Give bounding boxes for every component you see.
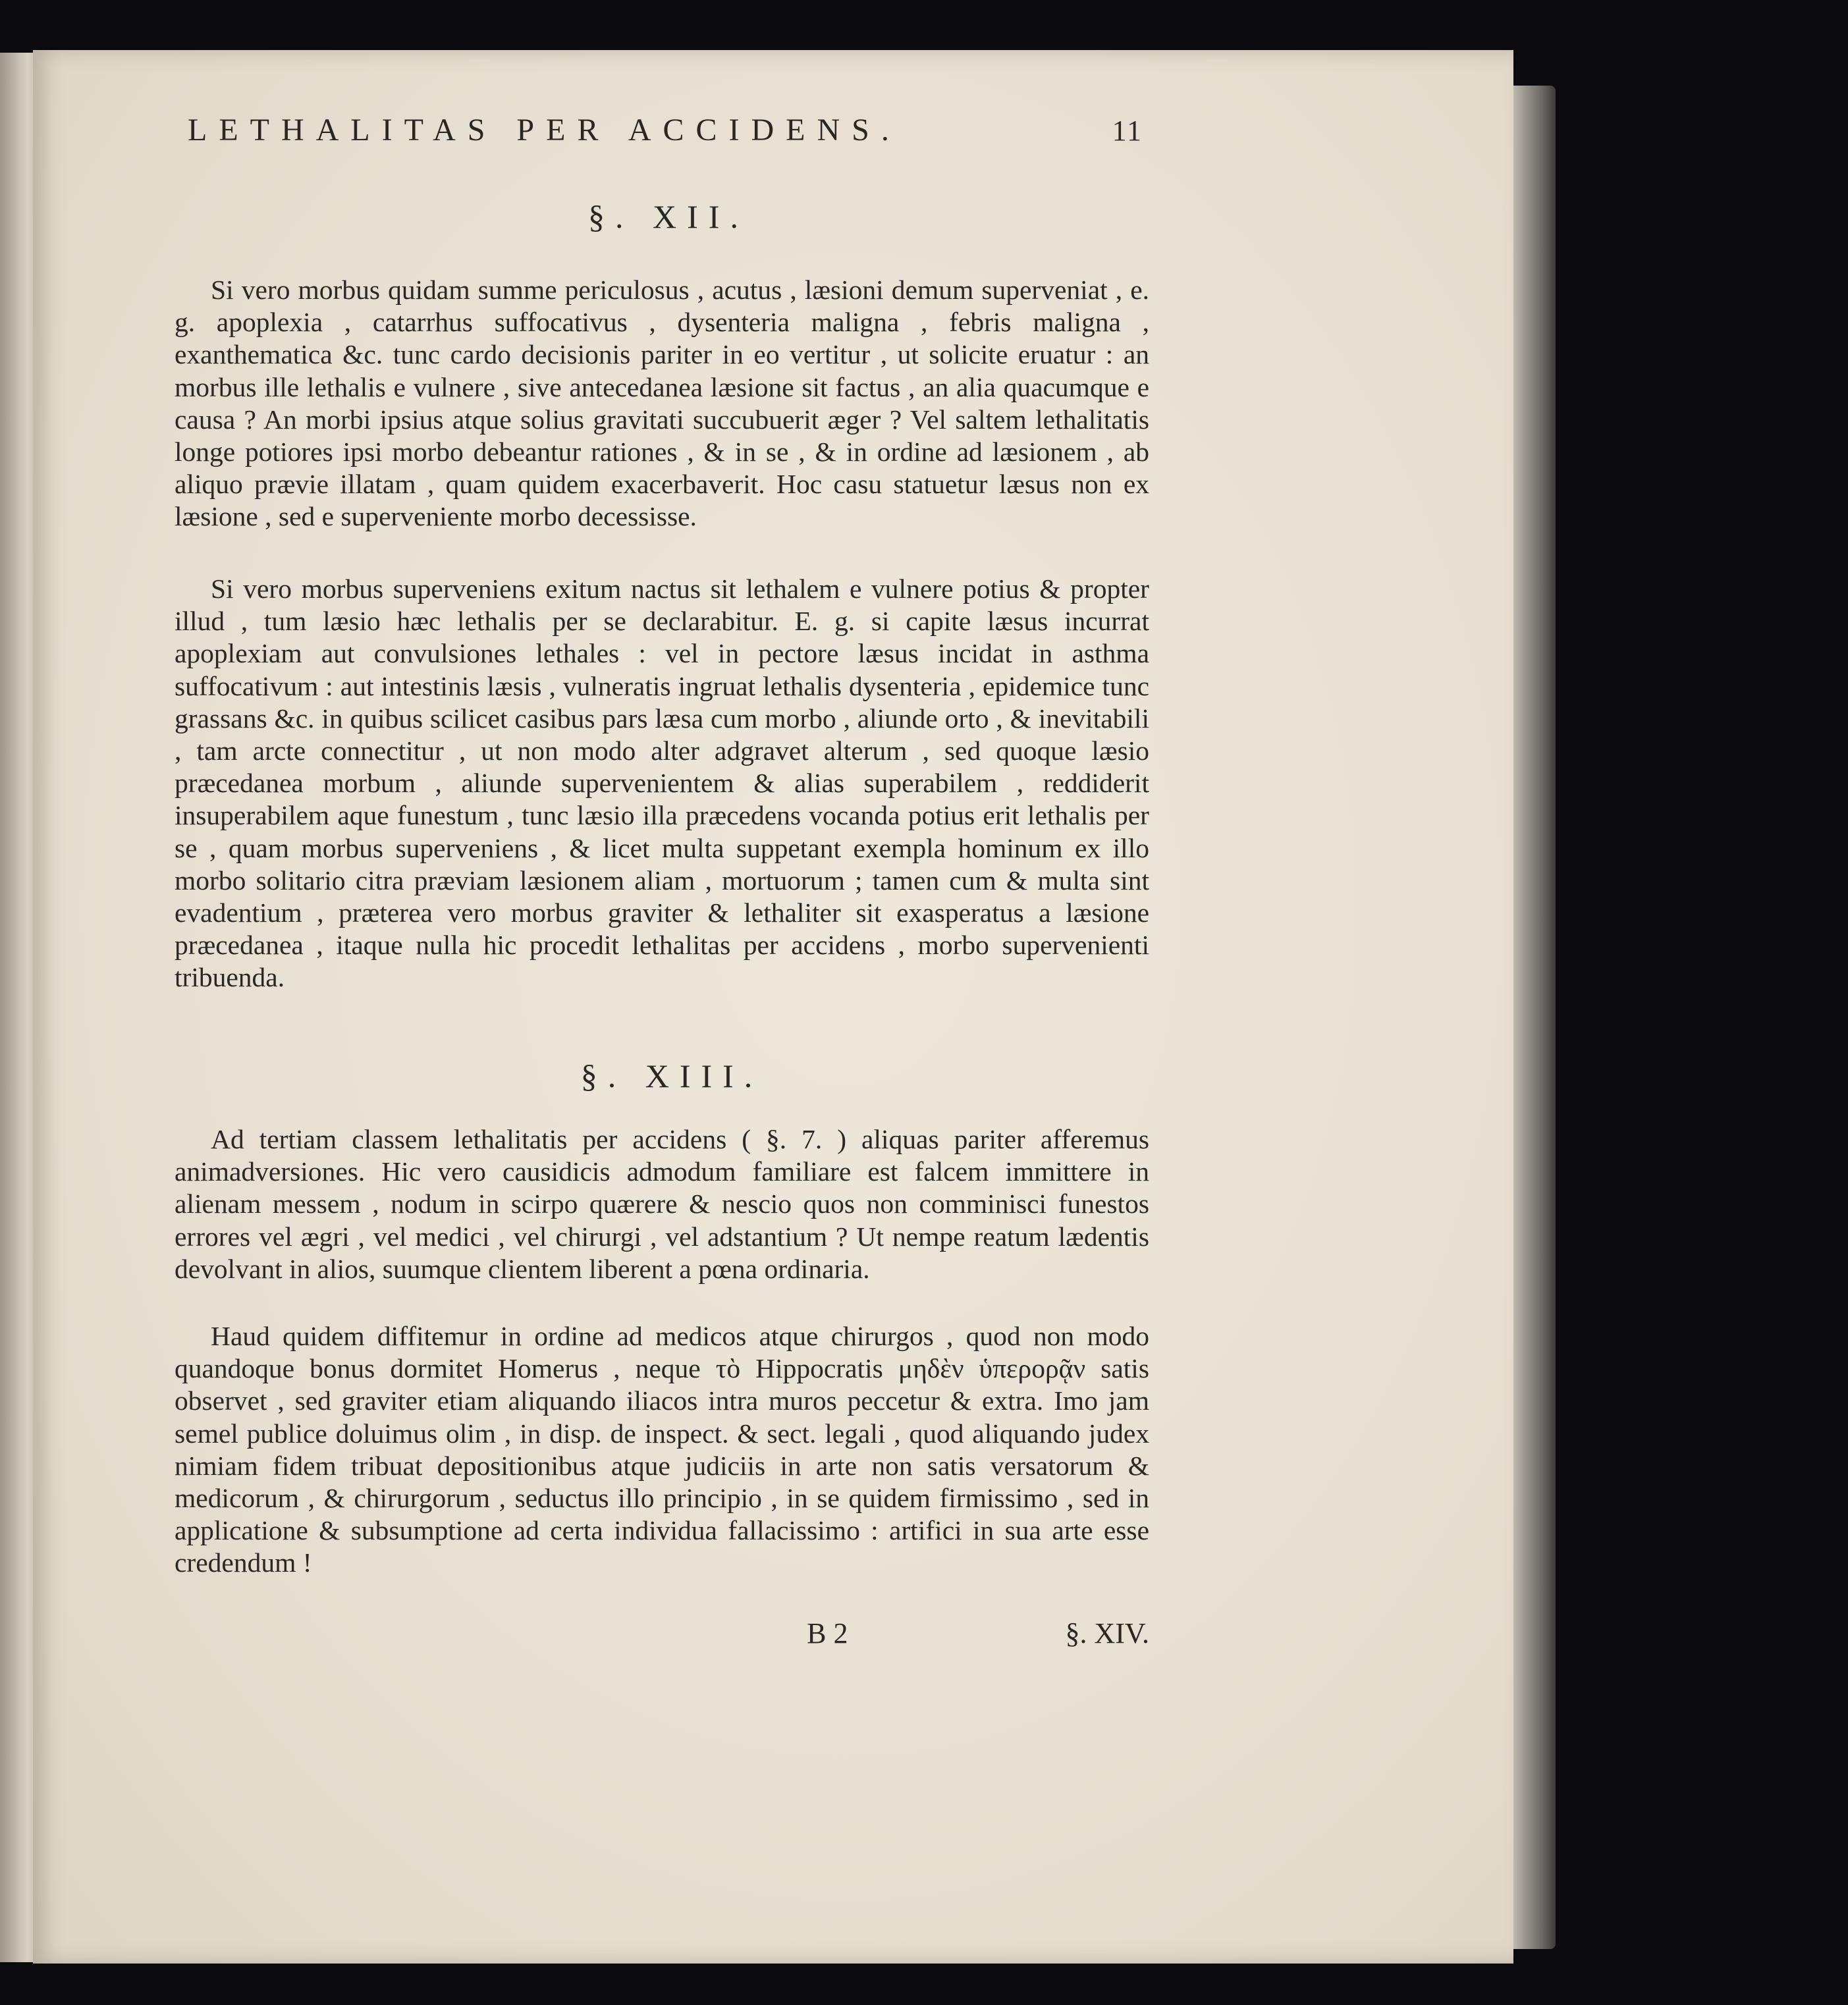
page-number: 11 xyxy=(1112,115,1143,147)
book-edge xyxy=(1508,86,1556,1949)
signature-mark: B 2 xyxy=(807,1617,848,1649)
running-head xyxy=(188,112,1143,148)
paragraph: Haud quidem diffitemur in ordine ad medicos atque chirurgos , quod non modo quandoque bonus dormitet Homerus , neque τὸ Hippocratis μηδὲν ὑπερορᾷν satis observet , sed graviter etiam aliquando iliacos intra muros peccetur & extra. Imo jam semel publice doluimus olim , in disp. de inspect. & sect. legali , quod aliquando judex nimiam fidem tribuat depositionibus atque judiciis in arte non satis versatorum & medicorum , & chirurgorum , seductus illo principio , in se quidem firmissimo , sed in applicatione & subsumptione ad certa individua fallacissimo : artifici in sua arte esse credendum ! xyxy=(175,1321,1149,1578)
paragraph: Ad tertiam classem lethalitatis per accidens ( §. 7. ) aliquas pariter afferemus animadversiones. Hic vero causidicis admodum familiare est falcem immittere in alienam messem , nodum in scirpo quærere & nescio quos non comminisci funestos errores vel ægri , vel medici , vel chirurgi , vel adstantium ? Ut nempe reatum lædentis devolvant in alios, suumque clientem liberent a pœna ordinaria. xyxy=(175,1124,1149,1284)
page-footer xyxy=(175,1617,1149,1650)
section-heading-xiii: §. XIII. xyxy=(580,1057,763,1094)
paragraph: Si vero morbus quidam summe periculosus , acutus , læsioni demum superveniat , e. g. apoplexia , catarrhus suffocativus , dysenteria maligna , febris maligna , exanthematica &c. tunc cardo decisionis pariter in eo vertitur , ut solicite eruatur : an morbus ille lethalis e vulnere , sive antecedanea læsione sit factus , an alia quacumque e causa ? An morbi ipsius atque solius gravitati succubuerit æger ? Vel saltem lethalitatis longe potiores ipsi morbo debeantur rationes , & in se , & in ordine ad læsionem , ab aliquo prævie illatam , quam quidem exacerbaverit. Hoc casu statuetur læsus non ex læsione , sed e superveniente morbo decessisse. xyxy=(175,275,1149,532)
catchword: §. XIV. xyxy=(1065,1617,1149,1649)
section-heading-xii: §. XII. xyxy=(588,198,749,235)
paragraph: Si vero morbus superveniens exitum nactus sit lethalem e vulnere potius & propter illud , tum læsio hæc lethalis per se declarabitur. E. g. si capite læsus incurrat apoplexiam aut convulsiones lethales : vel in pectore læsus incidat in asthma suffocativum : aut intestinis læsis , vulneratis ingruat lethalis dysenteria , epidemice tunc grassans &c. in quibus scilicet casibus pars læsa cum morbo , aliunde orto , & inevitabili , tam arcte connectitur , ut non modo alter adgravet alterum , sed quoque læsio præcedanea morbum , aliunde supervenientem & alias superabilem , reddiderit insuperabilem aque funestum , tunc læsio illa præcedens vocanda potius erit lethalis per se , quam morbus superveniens , & licet multa suppetant exempla hominum ex illo morbo solitario citra præviam læsionem aliam , mortuorum ; tamen cum & multa sint evadentium , præterea vero morbus graviter & lethaliter sit exasperatus a læsione præcedanea , itaque nulla hic procedit lethalitas per accidens , morbo supervenienti tribuenda. xyxy=(175,574,1149,993)
running-head-title: LETHALITAS PER ACCIDENS. xyxy=(188,113,901,147)
